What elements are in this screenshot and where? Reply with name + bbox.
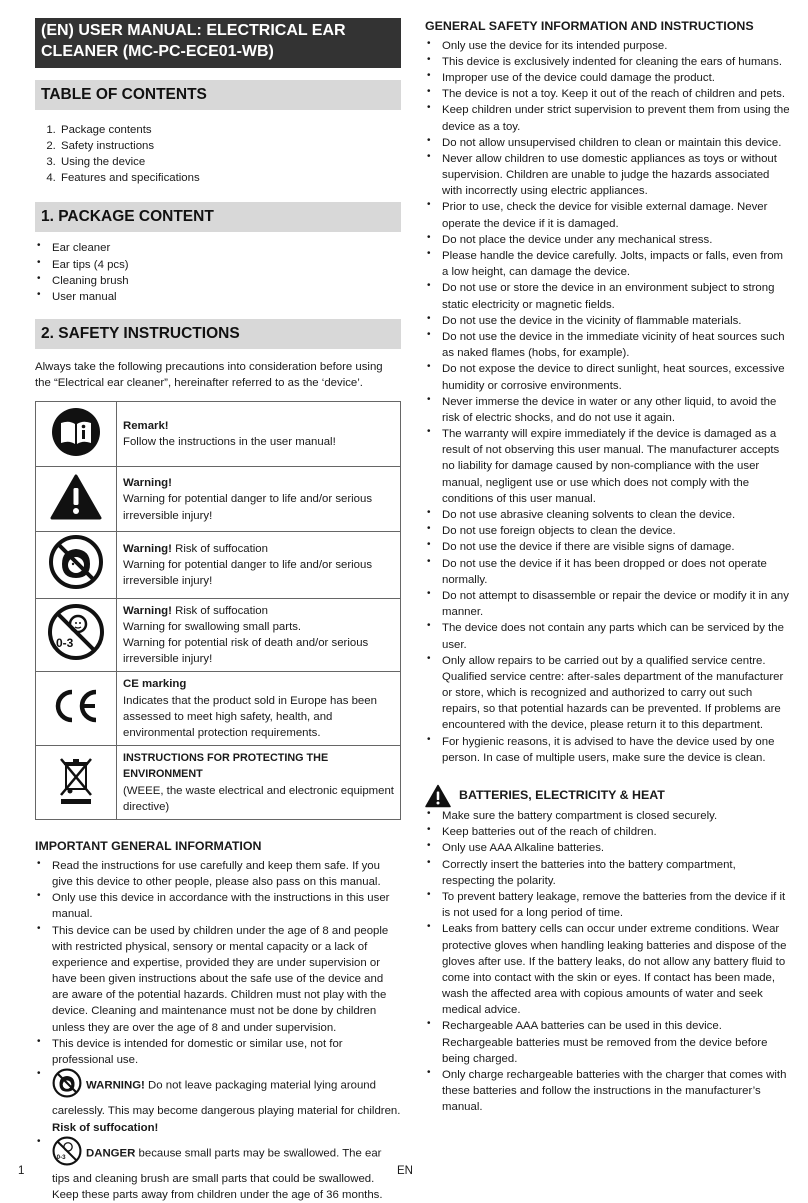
symbol-title: Remark! — [123, 420, 169, 433]
page-number: 1 — [18, 1165, 25, 1177]
small-parts-icon — [52, 1136, 82, 1171]
general-item: • Only use the device for its intended purpose. — [425, 38, 791, 54]
language-code: EN — [397, 1165, 413, 1177]
general-item: • Keep children under strict supervision to prevent them from using the device as a toy. — [425, 102, 791, 134]
safety-intro: Always take the following precautions into consideration before using the “Electrical ear cleaner”, hereinafter referred to as the ‘device’. — [35, 361, 383, 390]
important-list — [35, 858, 401, 1203]
symbol-desc: Warning for swallowing small parts. — [123, 620, 302, 633]
symbol-title: Warning! — [123, 604, 172, 617]
battery-item: • Make sure the battery compartment is closed securely. — [425, 808, 791, 824]
general-heading: GENERAL SAFETY INFORMATION AND INSTRUCTIONS — [425, 19, 754, 33]
suffocation-icon — [36, 532, 117, 598]
general-item: • Only allow repairs to be carried out by a qualified service centre. Qualified service centre: after-sales department of the manufacturer or store, which is recognized and authorized to carry out such repairs, so that potential hazards can be prevented. If problems are encountered with the device, please return it to this department. — [425, 653, 791, 734]
general-item: • Prior to use, check the device for visible external damage. Never operate the device if it is damaged. — [425, 199, 791, 231]
package-heading: 1. PACKAGE CONTENT — [35, 202, 401, 232]
symbol-desc: Warning for potential danger to life and/or serious irreversible injury! — [123, 558, 373, 588]
symbol-row — [36, 532, 401, 598]
important-item: • Read the instructions for use carefully and keep them safe. If you give this device to other people, please also pass on this manual. — [35, 858, 401, 890]
general-item: • The device does not contain any parts which can be serviced by the user. — [425, 620, 791, 652]
batteries-heading-row — [425, 784, 791, 808]
important-item: • This device is intended for domestic or similar use, not for professional use. — [35, 1036, 401, 1068]
symbol-row — [36, 467, 401, 532]
symbol-text — [117, 532, 401, 598]
general-item: • Do not use abrasive cleaning solvents to clean the device. — [425, 507, 791, 523]
small-parts-icon — [36, 598, 117, 672]
warning-text: Do not leave packaging material lying around carelessly. This may become dangerous playing material for children. — [52, 1079, 401, 1118]
symbol-text — [117, 672, 401, 746]
toc-item: 2. Safety instructions — [59, 138, 401, 154]
ce-mark-icon — [36, 672, 117, 746]
toc-item: 4. Features and specifications — [59, 170, 401, 186]
symbol-desc: Warning for potential risk of death and/or serious irreversible injury! — [123, 637, 369, 666]
symbol-title: CE marking — [123, 678, 187, 691]
battery-item: • Keep batteries out of the reach of children. — [425, 824, 791, 840]
symbol-subtitle: Risk of suffocation — [171, 542, 268, 555]
battery-item: • To prevent battery leakage, remove the batteries from the device if it is not used for a long period of time. — [425, 889, 791, 921]
general-item: • Do not use the device in the immediate vicinity of heat sources such as naked flames (hobs, for example). — [425, 329, 791, 361]
suffocation-icon — [52, 1068, 82, 1103]
danger-label: DANGER — [86, 1147, 136, 1160]
general-item: • Do not use the device in the vicinity of flammable materials. — [425, 313, 791, 329]
symbol-row — [36, 672, 401, 746]
symbol-desc: Follow the instructions in the user manual! — [123, 436, 336, 449]
danger-text: because small parts may be swallowed. The ear tips and cleaning brush are small parts that could be swallowed. Keep these parts away from children under the age of 36 months. — [52, 1147, 383, 1202]
battery-item: • Correctly insert the batteries into the battery compartment, respecting the polarity. — [425, 857, 791, 889]
symbol-text — [117, 402, 401, 467]
symbol-row — [36, 402, 401, 467]
package-item: • User manual — [35, 289, 401, 305]
symbol-row — [36, 746, 401, 820]
general-item: • Do not use or store the device in an environment subject to strong static electricity or magnetic fields. — [425, 280, 791, 312]
symbol-title: Warning! — [123, 477, 172, 490]
symbol-text — [117, 467, 401, 532]
symbol-title: INSTRUCTIONS FOR PROTECTING THE ENVIRONMENT — [123, 752, 329, 781]
general-item: • The warranty will expire immediately if the device is damaged as a result of not observing this user manual. The manufacturer accepts no liability for damage caused by non-compliance with the user manual, negligent use or use which does not comply with the conditions of this user manual. — [425, 426, 791, 507]
battery-item: • Only use AAA Alkaline batteries. — [425, 840, 791, 856]
warning-triangle-icon — [36, 467, 117, 532]
battery-item: • Only charge rechargeable batteries with the charger that comes with these batteries and follow the instructions in the manufacturer’s manual. — [425, 1067, 791, 1116]
general-item: • Do not use the device if it has been dropped or does not operate normally. — [425, 556, 791, 588]
batteries-heading: BATTERIES, ELECTRICITY & HEAT — [459, 788, 665, 803]
general-item: • Do not use the device if there are visible signs of damage. — [425, 539, 791, 555]
general-item: • Do not attempt to disassemble or repair the device or modify it in any manner. — [425, 588, 791, 620]
general-item: • For hygienic reasons, it is advised to have the device used by one person. In case of multiple users, make sure the device is clean. — [425, 734, 791, 766]
symbol-desc: Warning for potential danger to life and/or serious irreversible injury! — [123, 493, 373, 522]
symbol-text — [117, 598, 401, 672]
info-book-icon — [36, 402, 117, 467]
package-list — [35, 240, 401, 305]
symbol-text — [117, 746, 401, 820]
important-heading: IMPORTANT GENERAL INFORMATION — [35, 839, 262, 854]
general-item: • Improper use of the device could damage the product. — [425, 70, 791, 86]
svg-text:0-3: • 0-3 — [56, 1153, 66, 1161]
general-list — [425, 38, 791, 766]
package-item: • Cleaning brush — [35, 273, 401, 289]
safety-heading: 2. SAFETY INSTRUCTIONS — [35, 319, 401, 349]
general-item: • Do not place the device under any mechanical stress. — [425, 232, 791, 248]
warning-triangle-icon — [425, 784, 451, 808]
symbol-desc: (WEEE, the waste electrical and electronic equipment directive) — [123, 784, 394, 813]
battery-item: • Rechargeable AAA batteries can be used in this device. Rechargeable batteries must be removed from the device before being charged. — [425, 1018, 791, 1067]
toc-heading: TABLE OF CONTENTS — [35, 80, 401, 110]
toc-item: 3. Using the device — [59, 154, 401, 170]
general-item: • Never immerse the device in water or any other liquid, to avoid the risk of electric shocks, and do not use it again. — [425, 394, 791, 426]
package-item: • Ear tips (4 pcs) — [35, 257, 401, 273]
batteries-list — [425, 808, 791, 1116]
left-column — [35, 18, 401, 1203]
important-item: • Only use this device in accordance with the instructions in this user manual. — [35, 890, 401, 922]
manual-title: (EN) USER MANUAL: ELECTRICAL EAR CLEANER (MC-PC-ECE01-WB) — [35, 18, 401, 68]
general-item: • Never allow children to use domestic appliances as toys or without supervision. Children are unable to judge the hazards associated with incorrectly using electric appliances. — [425, 151, 791, 200]
general-item: • Do not use foreign objects to clean the device. — [425, 523, 791, 539]
symbol-row — [36, 598, 401, 672]
warning-tail: Risk of suffocation! — [52, 1121, 159, 1134]
general-item: • Do not expose the device to direct sunlight, heat sources, excessive humidity or corrosive environments. — [425, 361, 791, 393]
general-item: • Do not allow unsupervised children to clean or maintain this device. — [425, 135, 791, 151]
svg-text:0-3: 0-3 — [56, 636, 74, 651]
general-item: • The device is not a toy. Keep it out of the reach of children and pets. — [425, 86, 791, 102]
symbols-table — [35, 401, 401, 820]
general-item: • This device is exclusively indented for cleaning the ears of humans. — [425, 54, 791, 70]
general-item: • Please handle the device carefully. Jolts, impacts or falls, even from a low height, can damage the device. — [425, 248, 791, 280]
warning-label: WARNING! — [86, 1079, 145, 1092]
toc-item: 1. Package contents — [59, 122, 401, 138]
important-item: • This device can be used by children under the age of 8 and people with restricted physical, sensory or mental capacity or a lack of experience and expertise, provided they are under supervision or have been given instructions about the safe use of the device and are aware of the potential hazards. Children must not play with the device. Cleaning and maintenance must not be done by children unless they are over the age of 8 and under supervision. — [35, 923, 401, 1036]
toc-list — [35, 122, 401, 187]
package-item: • Ear cleaner — [35, 240, 401, 256]
symbol-subtitle: Risk of suffocation — [171, 604, 268, 617]
symbol-desc: Indicates that the product sold in Europe has been assessed to meet high safety, health, and environmental protection requirements. — [123, 694, 377, 739]
important-warning-item — [35, 1068, 401, 1136]
right-column — [425, 18, 791, 1116]
weee-bin-icon — [36, 746, 117, 820]
battery-item: • Leaks from battery cells can occur under extreme conditions. Wear protective gloves when handling leaking batteries and dispose of the gloves after use. If the battery leaks, do not allow any battery fluid to come into contact with the skin or eyes. If contact has been made, wash the affected area with copious amounts of water and seek medical advice. — [425, 921, 791, 1018]
symbol-title: Warning! — [123, 542, 172, 555]
